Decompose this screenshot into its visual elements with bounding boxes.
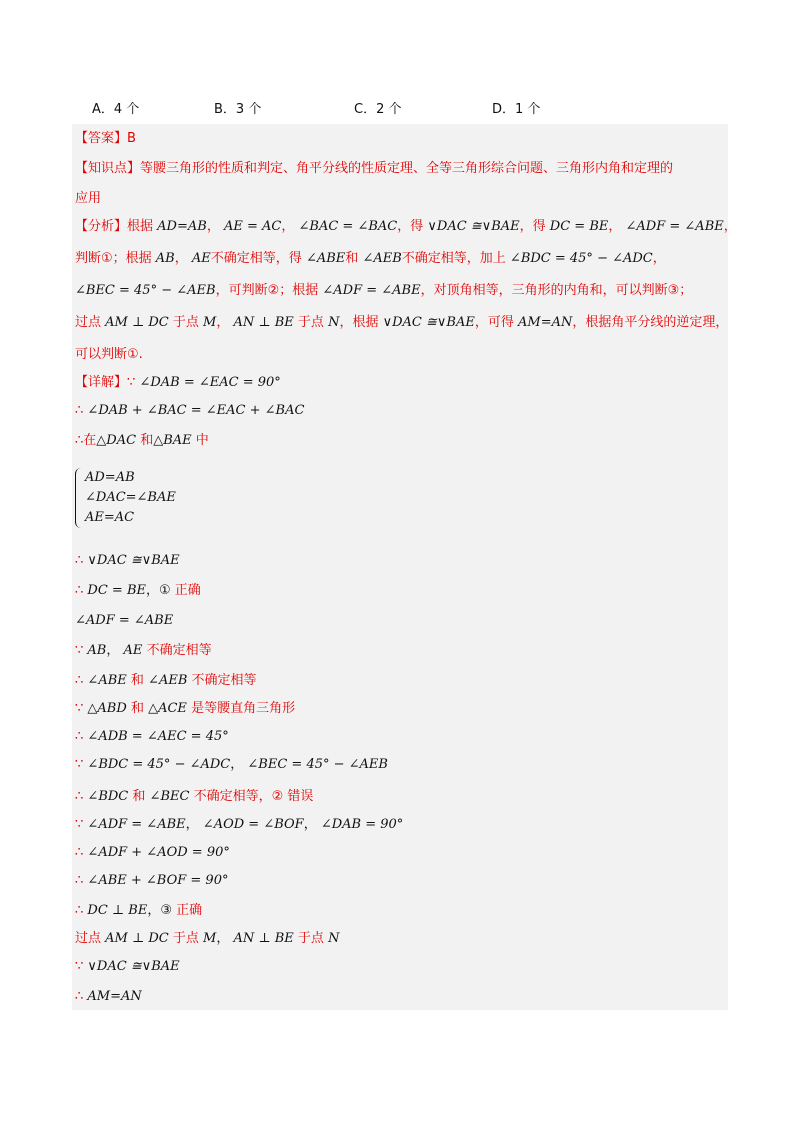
math: AM=AN bbox=[518, 315, 573, 330]
math: ∠BDC = 45° − ∠ADC bbox=[87, 757, 231, 772]
analysis-line-3 bbox=[75, 280, 723, 302]
text: 和 bbox=[345, 251, 359, 266]
text: ， bbox=[216, 315, 230, 330]
math: DC = BE bbox=[549, 219, 609, 234]
text: ，③ bbox=[147, 903, 172, 918]
text: 不确定相等 bbox=[191, 673, 257, 688]
system-row-1: AD=AB bbox=[85, 470, 135, 485]
math: ∠ABE + ∠BOF = 90° bbox=[87, 873, 229, 888]
detail-line-2 bbox=[75, 400, 723, 422]
detail-line-4 bbox=[75, 550, 723, 572]
detail-line-11 bbox=[75, 754, 723, 776]
detail-line-8 bbox=[75, 670, 723, 692]
math: ∠DAB = ∠EAC = 90° bbox=[139, 375, 281, 390]
text: 于点 bbox=[297, 315, 324, 330]
text: ， bbox=[652, 251, 666, 266]
text: ， bbox=[206, 219, 220, 234]
text: 不确定相等 bbox=[146, 643, 212, 658]
math: ∠AOD = ∠BOF bbox=[202, 817, 304, 832]
detail-line-10 bbox=[75, 726, 723, 748]
text: 正确 bbox=[176, 903, 203, 918]
symbol: ∵ bbox=[127, 375, 136, 390]
text: ，根据 bbox=[339, 315, 379, 330]
detail-line-15 bbox=[75, 870, 723, 892]
system-row-2: ∠DAC=∠BAE bbox=[85, 490, 176, 505]
detail-line-18 bbox=[75, 956, 723, 978]
math: AE bbox=[123, 643, 143, 658]
knowledge-text-1: 等腰三角形的性质和判定、角平分线的性质定理、全等三角形综合问题、三角形内角和定理的 bbox=[140, 161, 674, 176]
math: AM ⊥ DC bbox=[105, 931, 169, 946]
math: AM ⊥ DC bbox=[105, 315, 169, 330]
analysis-line-4 bbox=[75, 312, 729, 334]
text: ，① bbox=[146, 583, 171, 598]
math: AB bbox=[155, 251, 175, 266]
symbol: ∵ bbox=[75, 701, 84, 716]
answer-options bbox=[92, 98, 732, 120]
text: 和 bbox=[130, 673, 144, 688]
symbol: ∵ bbox=[75, 757, 84, 772]
text: ∴在 bbox=[75, 433, 97, 448]
text: ， bbox=[216, 931, 230, 946]
text: 过点 bbox=[75, 315, 102, 330]
math: ∠ABE bbox=[87, 673, 127, 688]
math: △ABD bbox=[87, 701, 127, 716]
symbol: ∴ bbox=[75, 403, 84, 418]
text: 过点 bbox=[75, 931, 102, 946]
math: ∨DAC ≅∨BAE bbox=[427, 219, 520, 234]
analysis-line-1 bbox=[75, 216, 737, 238]
analysis-line-2 bbox=[75, 248, 723, 270]
math: ∠ADF = ∠ABE bbox=[625, 219, 724, 234]
text: ，得 bbox=[519, 219, 546, 234]
math: AM=AN bbox=[87, 989, 142, 1004]
text: 根据 bbox=[127, 219, 154, 234]
brace-shape bbox=[75, 468, 84, 528]
text: ， bbox=[281, 219, 295, 234]
detail-line-19 bbox=[75, 986, 723, 1008]
math: ∨DAC ≅∨BAE bbox=[87, 959, 180, 974]
symbol: ∴ bbox=[75, 673, 84, 688]
option-a: A．4 个 bbox=[92, 102, 140, 117]
answer-value: B bbox=[127, 131, 136, 146]
text: 于点 bbox=[297, 931, 324, 946]
analysis-tag: 【分析】 bbox=[75, 219, 128, 234]
text: 正确 bbox=[174, 583, 201, 598]
knowledge-line-1 bbox=[75, 158, 723, 180]
text: 错误 bbox=[287, 789, 314, 804]
detail-line-6 bbox=[75, 610, 723, 632]
text: ， bbox=[303, 817, 317, 832]
option-b: B．3 个 bbox=[214, 102, 262, 117]
text: 是等腰直角三角形 bbox=[191, 701, 296, 716]
math: ∠BEC bbox=[149, 789, 190, 804]
text: ，可得 bbox=[474, 315, 514, 330]
math: ∠ADF + ∠AOD = 90° bbox=[87, 845, 230, 860]
math: △BAE bbox=[153, 433, 192, 448]
math: ∠BEC = 45° − ∠AEB bbox=[247, 757, 388, 772]
math: DC = BE bbox=[87, 583, 146, 598]
detail-line-3 bbox=[75, 430, 723, 452]
text: 不确定相等，加上 bbox=[401, 251, 506, 266]
text: 不确定相等，得 bbox=[210, 251, 302, 266]
detail-line-17 bbox=[75, 928, 723, 950]
math: ∠ADF = ∠ABE bbox=[87, 817, 186, 832]
math: ∠ABE bbox=[305, 251, 346, 266]
symbol: ∵ bbox=[75, 959, 84, 974]
symbol: ∵ bbox=[75, 643, 84, 658]
math: ∠ADB = ∠AEC = 45° bbox=[87, 729, 229, 744]
symbol: ∴ bbox=[75, 845, 84, 860]
detail-line-12 bbox=[75, 786, 723, 808]
math: ∨DAC ≅∨BAE bbox=[382, 315, 475, 330]
text: ， bbox=[608, 219, 622, 234]
math: ∠BAC = ∠BAC bbox=[298, 219, 398, 234]
math: ∨DAC ≅∨BAE bbox=[87, 553, 180, 568]
math: ∠DAB = 90° bbox=[320, 817, 404, 832]
math: ∠BDC = 45° − ∠ADC bbox=[509, 251, 653, 266]
system-row-3: AE=AC bbox=[85, 510, 135, 525]
text: ，根据角平分线的逆定理， bbox=[572, 315, 729, 330]
symbol: ∵ bbox=[75, 817, 84, 832]
math: ∠BDC bbox=[87, 789, 129, 804]
detail-line-13 bbox=[75, 814, 723, 836]
math: ∠ADF = ∠ABE bbox=[75, 613, 174, 628]
knowledge-tag: 【知识点】 bbox=[75, 161, 141, 176]
text: ， bbox=[185, 817, 199, 832]
symbol: ∴ bbox=[75, 553, 84, 568]
detail-line-1 bbox=[75, 372, 723, 394]
equation-system bbox=[75, 468, 275, 532]
text: 和 bbox=[132, 789, 146, 804]
detail-line-14 bbox=[75, 842, 723, 864]
knowledge-line-2: 应用 bbox=[75, 191, 102, 206]
text: ，对顶角相等，三角形的内角和，可以判断③； bbox=[420, 283, 693, 298]
math: M bbox=[203, 931, 217, 946]
detail-tag: 【详解】 bbox=[75, 375, 128, 390]
text: 判断①；根据 bbox=[75, 251, 152, 266]
text: ，得 bbox=[397, 219, 424, 234]
text: 不确定相等，② bbox=[193, 789, 284, 804]
text: ， bbox=[230, 757, 244, 772]
text: ， bbox=[174, 251, 188, 266]
detail-line-9 bbox=[75, 698, 723, 720]
math: AD=AB bbox=[157, 219, 207, 234]
answer-tag: 【答案】 bbox=[75, 131, 128, 146]
math: ∠AEB bbox=[362, 251, 402, 266]
symbol: ∴ bbox=[75, 989, 84, 1004]
answer-line bbox=[75, 128, 723, 150]
text: 和 bbox=[130, 701, 144, 716]
text: 和 bbox=[140, 433, 154, 448]
math: ∠DAB + ∠BAC = ∠EAC + ∠BAC bbox=[87, 403, 305, 418]
math: △ACE bbox=[148, 701, 187, 716]
math: N bbox=[328, 931, 340, 946]
math: DC ⊥ BE bbox=[87, 903, 148, 918]
option-d: D．1 个 bbox=[492, 102, 541, 117]
math: AB bbox=[87, 643, 107, 658]
symbol: ∴ bbox=[75, 903, 84, 918]
text: ，可判断②；根据 bbox=[215, 283, 319, 298]
text: ， bbox=[723, 219, 737, 234]
math: AN ⊥ BE bbox=[233, 315, 294, 330]
math: N bbox=[328, 315, 340, 330]
detail-line-7 bbox=[75, 640, 723, 662]
math: ∠AEB bbox=[148, 673, 188, 688]
symbol: ∴ bbox=[75, 789, 84, 804]
analysis-line-5: 可以判断①. bbox=[75, 347, 143, 362]
math: AN ⊥ BE bbox=[233, 931, 294, 946]
symbol: ∴ bbox=[75, 873, 84, 888]
math: △DAC bbox=[96, 433, 137, 448]
math: AE = AC bbox=[223, 219, 282, 234]
text: 于点 bbox=[172, 931, 199, 946]
text: 中 bbox=[195, 433, 209, 448]
symbol: ∴ bbox=[75, 729, 84, 744]
option-c: C．2 个 bbox=[354, 102, 402, 117]
math: ∠BEC = 45° − ∠AEB bbox=[75, 283, 216, 298]
detail-line-5 bbox=[75, 580, 723, 602]
detail-line-16 bbox=[75, 900, 723, 922]
math: M bbox=[203, 315, 217, 330]
text: 于点 bbox=[172, 315, 199, 330]
math: AE bbox=[191, 251, 211, 266]
math: ∠ADF = ∠ABE bbox=[322, 283, 421, 298]
text: ， bbox=[106, 643, 120, 658]
symbol: ∴ bbox=[75, 583, 84, 598]
